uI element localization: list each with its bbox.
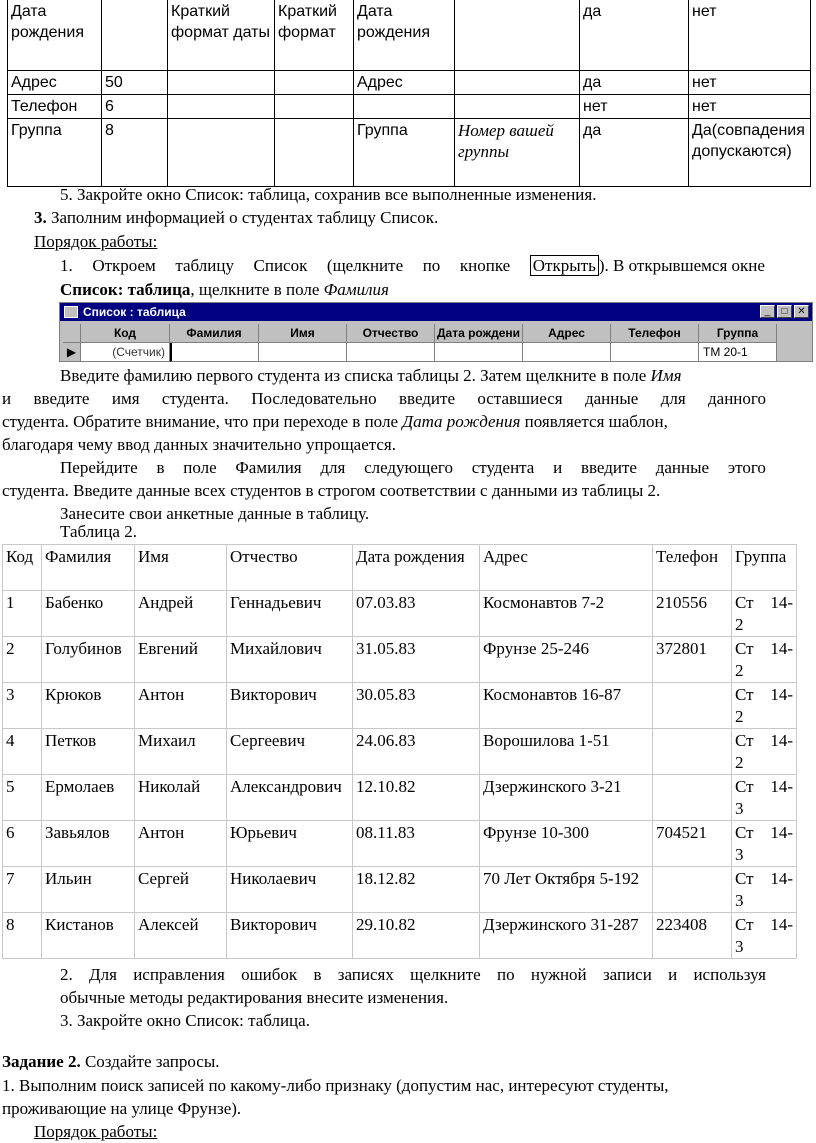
student-patr-cell: Михайлович [227, 637, 353, 683]
student-group-cell: Ст 14- 2 [732, 591, 797, 637]
word: введите [580, 458, 637, 477]
student-phone-cell [653, 683, 732, 729]
student-last-cell: Крюков [42, 683, 135, 729]
column-header[interactable]: Фамилия [170, 324, 259, 343]
item-3-heading [34, 207, 438, 229]
patronymic-cell[interactable] [347, 343, 435, 362]
group-cell[interactable]: ТМ 20-1 [699, 343, 777, 362]
student-last-cell: Голубинов [42, 637, 135, 683]
field-properties-cell: 8 [102, 118, 168, 186]
field-properties-cell: 6 [102, 94, 168, 118]
query-1-line-2: проживающие на улице Фрунзе). [2, 1099, 242, 1118]
column-header[interactable]: Группа [699, 324, 777, 343]
word: для [660, 389, 686, 408]
student-addr-cell: Дзержинского 31-287 [480, 913, 653, 959]
student-patr-cell: Александрович [227, 775, 353, 821]
table-row [3, 913, 797, 959]
student-date-cell: 12.10.82 [353, 775, 480, 821]
student-last-cell: Ермолаев [42, 775, 135, 821]
word: студента. [161, 389, 229, 408]
word: введите [399, 389, 455, 408]
word: Для [89, 965, 117, 984]
field-properties-cell: Группа [354, 118, 455, 186]
word: в [313, 965, 322, 984]
student-date-cell: 08.11.83 [353, 821, 480, 867]
student-addr-cell: Космонавтов 16-87 [480, 683, 653, 729]
students-header-cell: Отчество [227, 545, 353, 591]
field-properties-cell [275, 118, 354, 186]
column-header[interactable]: Имя [259, 324, 347, 343]
student-patr-cell: Юрьевич [227, 821, 353, 867]
field-properties-cell: Да(совпадения допускаются) [689, 118, 811, 186]
student-phone-cell: 223408 [653, 913, 732, 959]
student-date-cell: 30.05.83 [353, 683, 480, 729]
table-row [3, 637, 797, 683]
close-icon[interactable]: ✕ [794, 305, 809, 318]
field-properties-cell [275, 70, 354, 94]
field-properties-cell: нет [689, 94, 811, 118]
para-2-line-1 [60, 457, 766, 479]
para-1-line-4: благодаря чему ввод данных значительно упрощается. [2, 435, 397, 454]
student-last-cell: Ильин [42, 867, 135, 913]
word: для [320, 458, 346, 477]
field-properties-cell [455, 0, 580, 70]
step-2-line-1 [60, 964, 766, 986]
task-2-heading [2, 1051, 220, 1073]
word: 2. [60, 965, 73, 984]
field-properties-cell: нет [689, 70, 811, 94]
field-properties-cell: Группа [8, 118, 102, 186]
address-cell[interactable] [523, 343, 611, 362]
order-of-work-1: Порядок работы: [34, 232, 158, 251]
step-1-word: Список [253, 256, 308, 275]
student-patr-cell: Николаевич [227, 867, 353, 913]
word: имя [111, 389, 140, 408]
item-3-number: 3. [34, 208, 47, 227]
record-selector-arrow-icon[interactable]: ▶ [63, 343, 81, 362]
word: данного [708, 389, 766, 408]
field-properties-cell: да [580, 0, 689, 70]
step-1-word: таблицу [175, 256, 234, 275]
student-date-cell: 18.12.82 [353, 867, 480, 913]
word: Фамилия [235, 458, 302, 477]
para-1-c-b: появляется шаблон, [520, 412, 668, 431]
para-1-c-italic: Дата рождения [402, 412, 521, 431]
datasheet-grid [63, 324, 809, 362]
order-of-work-2: Порядок работы: [34, 1122, 158, 1141]
word: ошибок [241, 965, 298, 984]
table-2-caption: Таблица 2. [60, 522, 137, 541]
field-properties-cell [455, 70, 580, 94]
student-addr-cell: 70 Лет Октября 5-192 [480, 867, 653, 913]
field-properties-cell [275, 94, 354, 118]
student-code-cell: 7 [3, 867, 42, 913]
surname-cell[interactable] [170, 343, 259, 362]
header-corner[interactable] [63, 324, 81, 343]
word: по [496, 965, 515, 984]
step-1-word: (щелкните [326, 256, 404, 275]
table-row [3, 729, 797, 775]
student-group-cell: Ст 14- 3 [732, 867, 797, 913]
word: введите [33, 389, 90, 408]
field-properties-cell [168, 94, 275, 118]
students-table [2, 544, 797, 959]
word: и [553, 458, 563, 477]
student-addr-cell: Ворошилова 1-51 [480, 729, 653, 775]
student-date-cell: 29.10.82 [353, 913, 480, 959]
student-group-cell: Ст 14- 3 [732, 821, 797, 867]
student-first-cell: Евгений [135, 637, 227, 683]
birthdate-cell[interactable] [435, 343, 523, 362]
table-row [3, 683, 797, 729]
field-properties-cell [455, 94, 580, 118]
student-phone-cell [653, 729, 732, 775]
task-2-label: Задание 2. [2, 1052, 81, 1071]
field-properties-cell: 50 [102, 70, 168, 94]
field-properties-cell: Дата рождения [354, 0, 455, 70]
student-code-cell: 3 [3, 683, 42, 729]
para-1-a: Введите фамилию первого студента из списка таблицы 2. Затем щелкните в поле [60, 366, 651, 385]
step-1-after: ). В открывшемся окне [598, 256, 765, 275]
table-icon [64, 306, 78, 318]
table-row [3, 591, 797, 637]
students-header-cell: Имя [135, 545, 227, 591]
word: щелкните [410, 965, 481, 984]
para-1-line-3 [2, 411, 668, 433]
word: в [156, 458, 165, 477]
step-1-line [60, 255, 765, 277]
word: этого [727, 458, 766, 477]
table-row [3, 867, 797, 913]
para-1-line-2 [2, 388, 766, 410]
word: записи [602, 965, 652, 984]
students-header-cell: Группа [732, 545, 797, 591]
student-phone-cell: 372801 [653, 637, 732, 683]
word: данные [584, 389, 639, 408]
field-properties-cell: Номер вашей группы [455, 118, 580, 186]
field-properties-table [7, 0, 811, 187]
column-header[interactable]: Телефон [611, 324, 699, 343]
column-header[interactable]: Отчество [347, 324, 435, 343]
field-properties-cell: Адрес [8, 70, 102, 94]
word: записях [337, 965, 394, 984]
field-properties-cell: Дата рождения [8, 0, 102, 70]
item-3-text: Заполним информацией о студентах таблицу Список. [46, 208, 439, 227]
field-properties-row [8, 0, 811, 70]
step-1-word: по [422, 256, 441, 275]
students-header-cell: Фамилия [42, 545, 135, 591]
task-2-text: Создайте запросы. [80, 1052, 220, 1071]
word: следующего [364, 458, 453, 477]
column-header[interactable]: Адрес [523, 324, 611, 343]
student-addr-cell: Фрунзе 25-246 [480, 637, 653, 683]
student-first-cell: Антон [135, 683, 227, 729]
step-1-line-2 [60, 279, 389, 301]
field-properties-cell [168, 118, 275, 186]
student-date-cell: 24.06.83 [353, 729, 480, 775]
student-first-cell: Михаил [135, 729, 227, 775]
word: нужной [530, 965, 587, 984]
student-last-cell: Завьялов [42, 821, 135, 867]
open-button-ref: Открыть [530, 255, 599, 276]
word: и [2, 389, 12, 408]
student-group-cell: Ст 14- 2 [732, 683, 797, 729]
word: Последовательно [251, 389, 377, 408]
field-properties-row [8, 118, 811, 186]
word: используя [693, 965, 766, 984]
step-1-button-segment [530, 255, 765, 277]
student-phone-cell: 704521 [653, 821, 732, 867]
field-properties-cell: Адрес [354, 70, 455, 94]
student-addr-cell: Фрунзе 10-300 [480, 821, 653, 867]
field-properties-cell: нет [689, 0, 811, 70]
word: и [668, 965, 678, 984]
para-2-line-2: студента. Введите данные всех студентов в строгом соответствии с данными из таблицы 2. [2, 481, 661, 500]
word: Перейдите [60, 458, 138, 477]
table-row [3, 821, 797, 867]
column-header[interactable]: Код [81, 324, 170, 343]
student-date-cell: 31.05.83 [353, 637, 480, 683]
column-header[interactable]: Дата рождени [435, 324, 523, 343]
students-header-cell: Адрес [480, 545, 653, 591]
student-patr-cell: Викторович [227, 913, 353, 959]
students-header-cell: Телефон [653, 545, 732, 591]
phone-cell[interactable] [611, 343, 699, 362]
field-properties-row [8, 94, 811, 118]
field-properties-cell: да [580, 118, 689, 186]
student-last-cell: Бабенко [42, 591, 135, 637]
word: оставшиеся [477, 389, 563, 408]
name-cell[interactable] [259, 343, 347, 362]
student-phone-cell [653, 867, 732, 913]
student-phone-cell [653, 775, 732, 821]
code-counter-cell[interactable]: (Счетчик) [81, 343, 170, 362]
field-properties-row [8, 70, 811, 94]
student-addr-cell: Дзержинского 3-21 [480, 775, 653, 821]
field-properties-cell: Краткий формат даты [168, 0, 275, 70]
step-5-text: 5. Закройте окно Список: таблица, сохранив все выполненные изменения. [60, 185, 597, 204]
student-first-cell: Алексей [135, 913, 227, 959]
step-1-field: Фамилия [323, 280, 389, 299]
student-first-cell: Андрей [135, 591, 227, 637]
word: студента [471, 458, 535, 477]
student-group-cell: Ст 14- 3 [732, 913, 797, 959]
table-row [3, 775, 797, 821]
student-code-cell: 2 [3, 637, 42, 683]
student-first-cell: Сергей [135, 867, 227, 913]
datasheet-header-row [63, 324, 809, 343]
field-properties-cell: нет [580, 94, 689, 118]
step-1-mid: , щелкните в поле [190, 280, 324, 299]
field-properties-cell [354, 94, 455, 118]
para-3: Занесите свои анкетные данные в таблицу. [60, 504, 370, 523]
step-1-word: 1. [60, 256, 73, 275]
student-code-cell: 6 [3, 821, 42, 867]
minimize-icon[interactable]: _ [760, 305, 775, 318]
query-1-line-1: 1. Выполним поиск записей по какому-либо признаку (допустим нас, интересуют студенты, [2, 1076, 669, 1095]
para-1-c-a: студента. Обратите внимание, что при переходе в поле [2, 412, 403, 431]
word: данные [655, 458, 710, 477]
student-patr-cell: Сергеевич [227, 729, 353, 775]
maximize-icon[interactable]: □ [777, 305, 792, 318]
step-1-word: кнопке [459, 256, 511, 275]
window-title: Список : таблица [83, 305, 186, 319]
student-first-cell: Антон [135, 821, 227, 867]
student-last-cell: Петков [42, 729, 135, 775]
field-properties-cell: да [580, 70, 689, 94]
student-group-cell: Ст 14- 2 [732, 637, 797, 683]
field-properties-cell [168, 70, 275, 94]
students-header-cell: Код [3, 545, 42, 591]
field-properties-cell: Телефон [8, 94, 102, 118]
student-code-cell: 4 [3, 729, 42, 775]
student-group-cell: Ст 14- 3 [732, 775, 797, 821]
access-table-window [59, 302, 813, 362]
step-1-window-name: Список: таблица [60, 280, 191, 299]
student-group-cell: Ст 14- 2 [732, 729, 797, 775]
student-last-cell: Кистанов [42, 913, 135, 959]
students-header-cell: Дата рождения [353, 545, 480, 591]
para-1-line-1 [60, 365, 682, 387]
word: исправления [133, 965, 225, 984]
student-code-cell: 5 [3, 775, 42, 821]
para-1-italic: Имя [650, 366, 682, 385]
student-date-cell: 07.03.83 [353, 591, 480, 637]
step-3-text: 3. Закройте окно Список: таблица. [60, 1011, 310, 1030]
word: поле [183, 458, 217, 477]
student-code-cell: 8 [3, 913, 42, 959]
field-properties-cell [102, 0, 168, 70]
student-code-cell: 1 [3, 591, 42, 637]
student-patr-cell: Викторович [227, 683, 353, 729]
student-first-cell: Николай [135, 775, 227, 821]
step-1-word: Откроем [92, 256, 156, 275]
students-header-row [3, 545, 797, 591]
student-addr-cell: Космонавтов 7-2 [480, 591, 653, 637]
datasheet-new-row [63, 343, 809, 362]
field-properties-cell: Краткий формат [275, 0, 354, 70]
window-controls [760, 305, 809, 318]
window-titlebar[interactable] [60, 303, 812, 321]
student-patr-cell: Геннадьевич [227, 591, 353, 637]
student-phone-cell: 210556 [653, 591, 732, 637]
step-2-line-2: обычные методы редактирования внесите изменения. [60, 988, 449, 1007]
